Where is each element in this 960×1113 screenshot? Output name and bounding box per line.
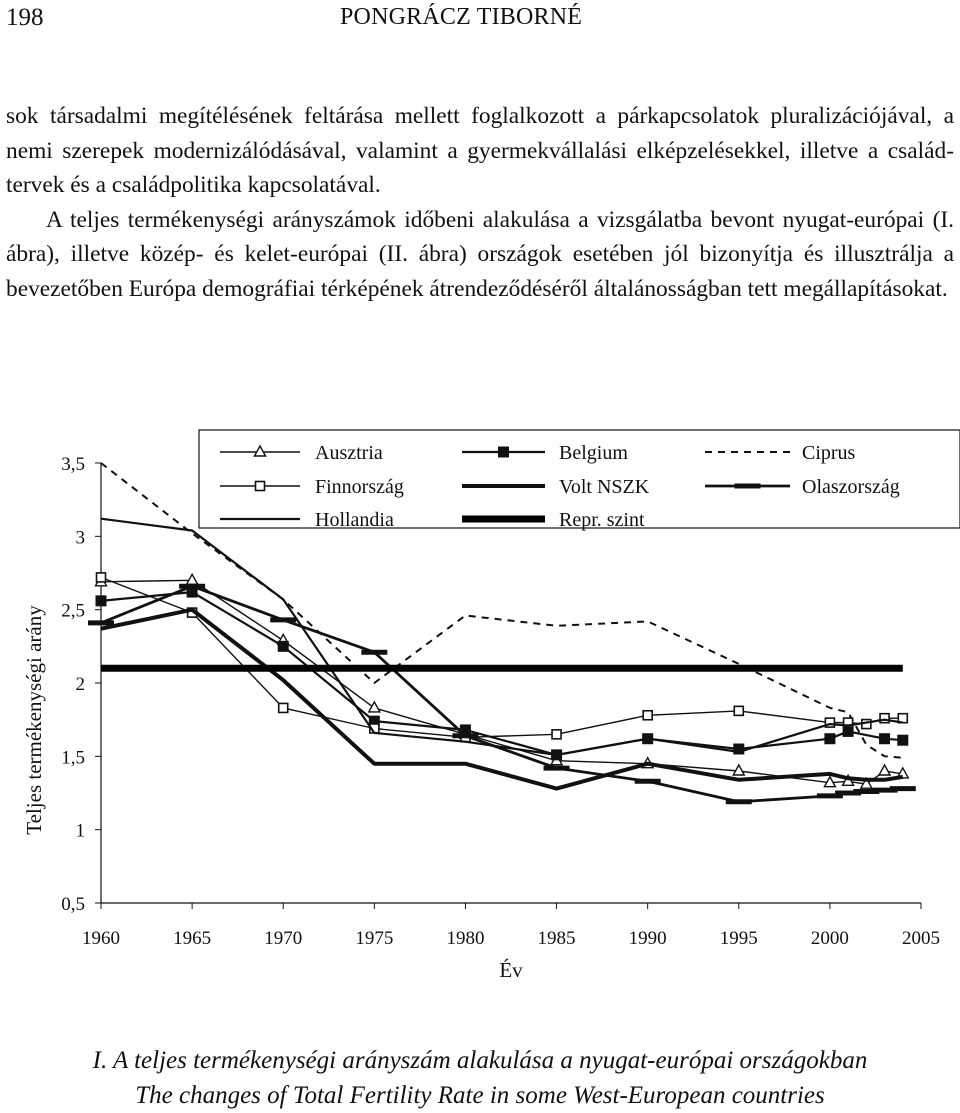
y-tick-label: 1,5: [61, 747, 85, 769]
data-point: [97, 573, 106, 582]
chart-container: [0, 425, 960, 995]
y-tick-label: 2: [75, 674, 85, 695]
x-tick-label: 1960: [82, 928, 120, 949]
x-tick-label: 1990: [628, 928, 667, 949]
x-tick-label: 1970: [264, 928, 303, 949]
series-hollandia: [101, 519, 903, 755]
data-point: [843, 726, 853, 736]
data-point: [880, 734, 890, 744]
caption-hungarian: I. A teljes termékenységi arányszám alakulása a nyugat-európai országokban: [92, 1047, 868, 1074]
data-point: [187, 574, 198, 584]
series-volt-nszk: [101, 610, 903, 789]
series-belgium: [96, 587, 908, 760]
data-point: [880, 714, 889, 723]
y-tick-label: 3,5: [61, 454, 85, 475]
data-point: [552, 730, 561, 739]
paragraph: sok társadalmi megítélésének feltárása mellett foglalkozott a párkapcsolatok pluralizációjával, a nemi szerepek modernizálódásával, valamint a gyermekvállalási elképzelésekkel, illetve a család-tervek és a családpolitika kapcsolatával.: [6, 103, 954, 199]
running-title: PONGRÁCZ TIBORNÉ: [340, 4, 583, 30]
x-tick-label: 1980: [446, 928, 485, 949]
x-tick-label: 1995: [719, 928, 758, 949]
y-tick-label: 0,5: [61, 894, 85, 915]
y-tick-label: 3: [75, 527, 85, 549]
series-line: [101, 580, 903, 784]
page-number: 198: [6, 4, 44, 31]
paragraph: A teljes termékenységi arányszámok időbeni alakulása a vizsgálatba bevont nyugat-európai (I. ábra), illetve közép- és kelet-európai (II. ábra) országok esetében jól bizonyítja és illusztrálja a bevezetőben Európa demográfiai térképének átrendeződéséről általánosságban tett megállapításokat.: [6, 206, 954, 302]
series-line: [101, 592, 903, 755]
data-point: [898, 735, 908, 745]
legend-label: Ciprus: [802, 442, 856, 464]
data-point: [278, 641, 288, 651]
y-tick-label: 2,5: [61, 600, 85, 622]
legend-label: Repr. szint: [559, 509, 645, 531]
legend-label: Volt NSZK: [559, 476, 650, 498]
data-point: [369, 702, 380, 712]
series-olaszorsz-g: [88, 586, 916, 802]
data-point: [879, 765, 890, 775]
figure-caption: [0, 1043, 960, 1113]
x-tick-label: 1965: [173, 928, 212, 949]
data-point: [734, 706, 743, 715]
legend-label: Olaszország: [802, 476, 900, 498]
caption-english: The changes of Total Fertility Rate in some West-European countries: [135, 1082, 825, 1109]
fertility-chart: [0, 425, 960, 995]
legend-label: Finnország: [315, 476, 404, 498]
data-point: [279, 703, 288, 712]
series-line: [101, 586, 903, 802]
legend-label: Ausztria: [315, 442, 383, 464]
x-tick-label: 2005: [902, 928, 940, 949]
series-line: [101, 610, 903, 789]
body-text: [6, 99, 954, 307]
legend-marker: [499, 447, 509, 457]
x-axis-label: Év: [499, 958, 523, 982]
data-point: [96, 596, 106, 606]
x-tick-label: 1975: [355, 928, 394, 949]
x-tick-label: 1985: [537, 928, 576, 949]
legend-label: Hollandia: [315, 509, 394, 531]
legend-marker: [256, 482, 265, 491]
x-tick-label: 2000: [810, 928, 849, 949]
data-point: [825, 734, 835, 744]
data-point: [643, 711, 652, 720]
legend-label: Belgium: [559, 442, 628, 464]
y-axis-label: Teljes termékenységi arány: [22, 605, 46, 835]
y-tick-label: 1: [75, 820, 85, 842]
series-line: [101, 519, 903, 755]
series-line: [101, 577, 903, 737]
